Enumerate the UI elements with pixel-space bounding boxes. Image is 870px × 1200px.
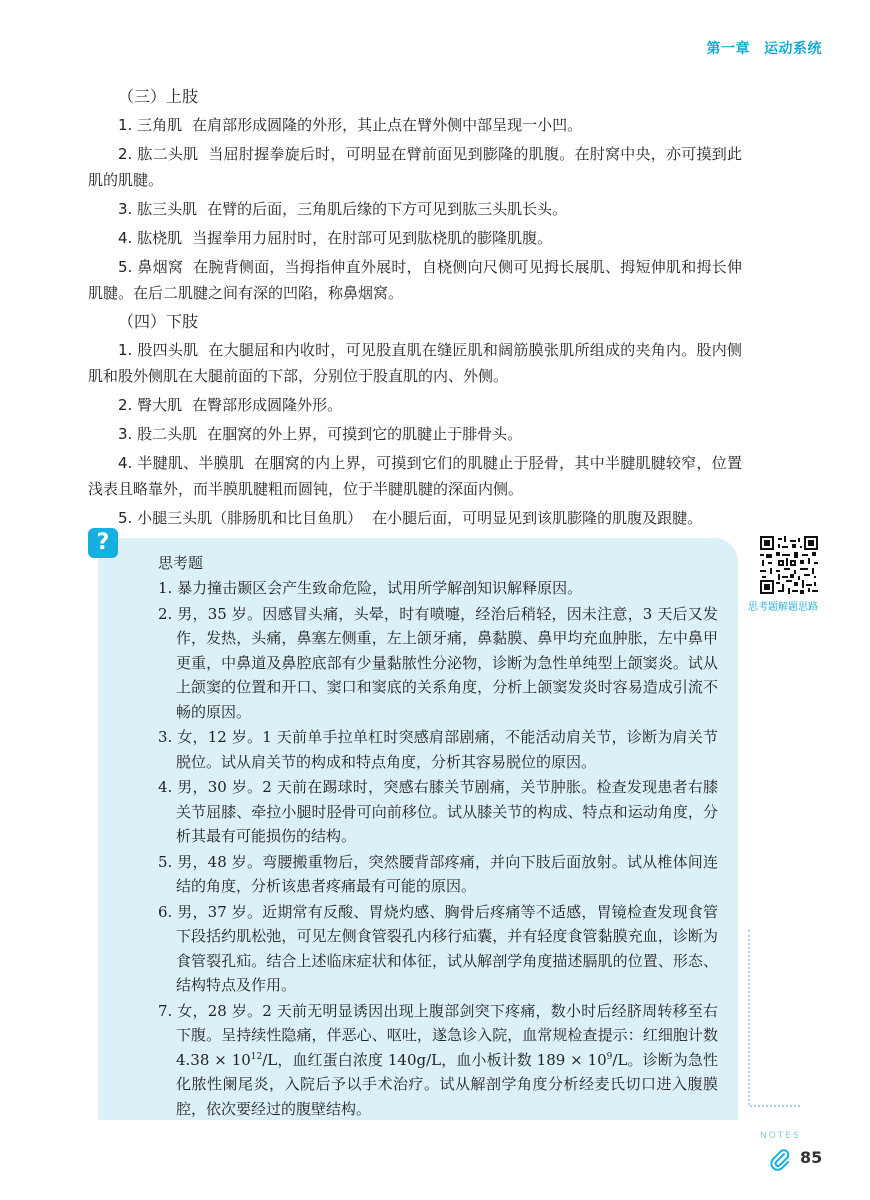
paragraph-brachioradialis (88, 225, 742, 251)
main-content (88, 84, 742, 534)
q7-exponent-2: 9 (606, 1051, 613, 1062)
description: 在臂的后面，三角肌后缘的下方可见到肱三头肌长头。 (207, 200, 568, 218)
paragraph-quadriceps (88, 337, 742, 389)
paragraph-deltoid (88, 112, 742, 138)
q7-text-a: 7. 女，28 岁。2 天前无明显诱因出现上腹部剑突下疼痛，数小时后经脐周转移至右下腹。呈持续性隐痛，伴恶心、呕吐，遂急诊入院，血常规检查提示：红细胞计数 4.38 × 10 (158, 1001, 718, 1069)
term: 1. 三角肌 (118, 116, 183, 134)
description: 在腕背侧面，当拇指伸直外展时，自桡侧向尺侧可见拇长展肌、拇短伸肌和拇长伸肌腱。在后二肌腱之间有深的凹陷，称鼻烟窝。 (88, 258, 742, 302)
term: 5. 鼻烟窝 (118, 258, 184, 276)
notes-label: NOTES (760, 1131, 801, 1141)
notes-divider-horizontal (750, 1105, 800, 1107)
chapter-number: 第一章 (706, 41, 750, 57)
notes-divider-vertical (748, 930, 750, 1105)
question-item: 3. 女，12 岁。1 天前单手拉单杠时突感肩部剧痛，不能活动肩关节，诊断为肩关节脱位。试从肩关节的构成和特点角度，分析其容易脱位的原因。 (158, 728, 718, 771)
description: 当握拳用力屈肘时，在肘部可见到肱桡肌的膨隆肌腹。 (192, 229, 553, 247)
question-item: 4. 男，30 岁。2 天前在踢球时，突感右膝关节剧痛，关节肿胀。检查发现患者右膝关节屈膝、牵拉小腿时胫骨可向前移位。试从膝关节的构成、特点和运动角度，分析其最有可能损伤的结构。 (158, 778, 718, 845)
running-header (693, 38, 823, 58)
description: 在臀部形成圆隆外形。 (192, 396, 343, 414)
question-item: 5. 男，48 岁。弯腰搬重物后，突然腰背部疼痛，并向下肢后面放射。试从椎体间连结的角度，分析该患者疼痛最有可能的原因。 (158, 852, 718, 895)
paragraph-biceps-femoris (88, 421, 742, 447)
description: 在肩部形成圆隆的外形，其止点在臂外侧中部呈现一小凹。 (192, 116, 583, 134)
term: 2. 臀大肌 (118, 396, 183, 414)
qr-code-label: 思考题解题思路 (748, 602, 818, 613)
term: 3. 肱三头肌 (118, 200, 198, 218)
paragraph-triceps-surae (88, 505, 742, 531)
paragraph-gluteus (88, 392, 742, 418)
question-item: 6. 男，37 岁。近期常有反酸、胃烧灼感、胸骨后疼痛等不适感，胃镜检查发现食管下段括约肌松弛，可见左侧食管裂孔内移行疝囊，并有轻度食管黏膜充血，诊断为食管裂孔疝。结合上述临床症状和体征，试从解剖学角度描述膈肌的位置、形态、结构特点及作用。 (158, 902, 718, 994)
question-item: 1. 暴力撞击颞区会产生致命危险，试用所学解剖知识解释原因。 (158, 579, 583, 597)
term: 5. 小腿三头肌（腓肠肌和比目鱼肌） (118, 509, 363, 527)
term: 4. 肱桡肌 (118, 229, 183, 247)
question-item (158, 999, 718, 1122)
description: 在腘窝的内上界，可摸到它们的肌腱止于胫骨，其中半腱肌腱较窄，位置浅表且略靠外，而半膜肌腱粗而圆钝，位于半腱肌腱的深面内侧。 (88, 454, 742, 498)
description: 在小腿后面，可明显见到该肌膨隆的肌腹及跟腱。 (372, 509, 703, 527)
q7-text-b: /L，血红蛋白浓度 140g/L，血小板计数 189 × 10 (262, 1050, 607, 1069)
section-heading-upper-limb: （三）上肢 (118, 87, 199, 106)
think-box-title: 思考题 (158, 554, 204, 572)
paragraph-semitendinosus (88, 450, 742, 502)
paragraph-triceps (88, 196, 742, 222)
question-icon: ? (88, 528, 118, 558)
qr-code-icon[interactable] (760, 536, 818, 594)
description: 在大腿屈和内收时，可见股直肌在缝匠肌和阔筋膜张肌所组成的夹角内。股内侧肌和股外侧肌在大腿前面的下部，分别位于股直肌的内、外侧。 (88, 341, 742, 385)
question-list (158, 576, 718, 1122)
paragraph-snuffbox (88, 254, 742, 306)
paragraph-biceps (88, 141, 742, 193)
page-number: 85 (800, 1148, 823, 1167)
term: 2. 肱二头肌 (118, 145, 199, 163)
term: 4. 半腱肌、半膜肌 (118, 454, 245, 472)
description: 在腘窝的外上界，可摸到它的肌腱止于腓骨头。 (207, 425, 523, 443)
term: 1. 股四头肌 (118, 341, 199, 359)
paperclip-icon (768, 1148, 792, 1172)
q7-text-c: /L。诊断为急性化脓性阑尾炎，入院后予以手术治疗。试从解剖学角度分析经麦氏切口进入腹膜腔，依次要经过的腹壁结构。 (176, 1050, 718, 1118)
description: 当屈肘握拳旋后时，可明显在臂前面见到膨隆的肌腹。在肘窝中央，亦可摸到此肌的肌腱。 (88, 145, 742, 189)
question-item: 2. 男，35 岁。因感冒头痛，头晕，时有喷嚏，经治后稍轻，因未注意，3 天后又发作，发热，头痛，鼻塞左侧重，左上颌牙痛，鼻黏膜、鼻甲均充血肿胀，左中鼻甲更重，中鼻道及鼻腔底部有少量黏脓性分泌物，诊断为急性单纯型上颌窦炎。试从上颌窦的位置和开口、窦口和窦底的关系角度，分析上颌窦发炎时容易造成引流不畅的原因。 (158, 604, 718, 721)
chapter-title: 运动系统 (764, 41, 822, 57)
q7-exponent-1: 12 (250, 1051, 263, 1062)
term: 3. 股二头肌 (118, 425, 198, 443)
section-heading-lower-limb: （四）下肢 (118, 312, 199, 331)
